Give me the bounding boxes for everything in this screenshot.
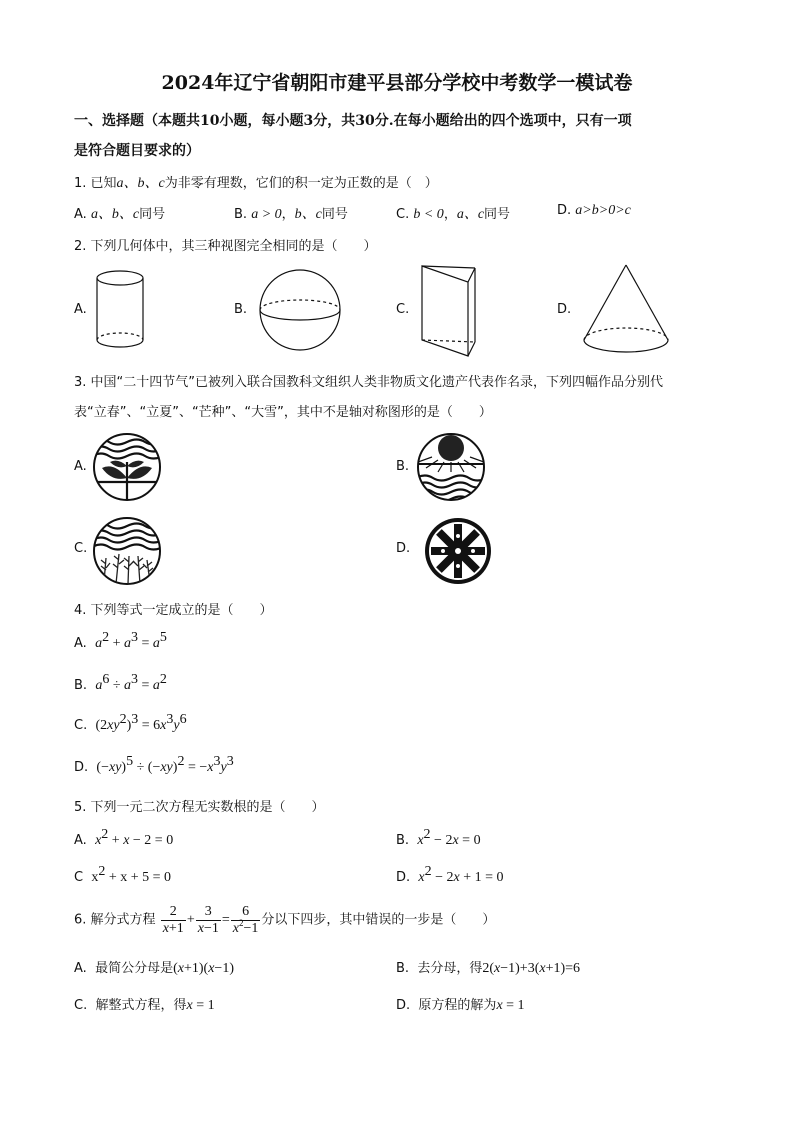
question-1-option-d[interactable]: D. a>b>0>c — [557, 203, 631, 218]
section-heading-line2: 是符合题目要求的） — [74, 143, 200, 159]
question-1-stem: 1. 已知a、b、c为非零有理数，它们的积一定为正数的是（ ） — [74, 176, 438, 191]
question-2-option-c-label[interactable]: C. — [396, 302, 410, 317]
lichun-sprout-icon — [92, 432, 162, 502]
question-4-option-a[interactable]: A. $a^2 + a^3 = a^5$ — [74, 630, 167, 651]
question-3-stem-line2: 表“立春”、“立夏”、“芒种”、“大雪”，其中不是轴对称图形的是（ ） — [74, 405, 492, 420]
question-1-option-b[interactable]: B. a > 0，b、c同号 — [234, 207, 348, 222]
question-6-option-b[interactable]: B. 去分母，得2(x−1)+3(x+1)=6 — [396, 961, 581, 976]
question-4-option-d[interactable]: D. $(-xy)^5 \div (-xy)^2 = -x^3y^3$ — [74, 754, 234, 775]
fraction-3: $\frac{6}{x^2-1}$ — [232, 904, 259, 936]
fraction-1: $\frac{2}{x+1}$ — [162, 904, 184, 936]
question-6-option-d[interactable]: D. 原方程的解为x = 1 — [396, 998, 525, 1013]
question-5-option-c[interactable]: C $x^2 + x + 5 = 0$ — [74, 864, 172, 885]
question-2-stem: 2. 下列几何体中，其三种视图完全相同的是（ ） — [74, 239, 377, 254]
sphere-icon — [252, 268, 348, 352]
cylinder-icon — [92, 268, 148, 352]
question-5-stem: 5. 下列一元二次方程无实数根的是（ ） — [74, 800, 325, 815]
daxue-snowflake-icon — [422, 516, 494, 586]
question-4-option-c[interactable]: C. $(2xy^2)^3 = 6x^3y^6$ — [74, 712, 187, 733]
question-3-option-a-label[interactable]: A. — [74, 459, 87, 474]
section-heading-line1: 一、选择题（本题共10小题，每小题3分，共30分.在每小题给出的四个选项中，只有一项 — [74, 113, 632, 129]
question-5-option-a[interactable]: A. $x^2 + x - 2 = 0$ — [74, 827, 174, 848]
fraction-2: $\frac{3}{x-1}$ — [197, 904, 219, 936]
question-4-option-b[interactable]: B. $a^6 \div a^3 = a^2$ — [74, 672, 167, 693]
question-6-option-c[interactable]: C. 解整式方程，得x = 1 — [74, 998, 215, 1013]
question-5-option-d[interactable]: D. $x^2 - 2x + 1 = 0$ — [396, 864, 504, 885]
question-2-option-d-label[interactable]: D. — [557, 302, 572, 317]
question-6-option-a[interactable]: A. 最简公分母是(x+1)(x−1) — [74, 961, 234, 976]
question-6-stem: 6. 解分式方程 $\frac{2}{x+1}$ + $\frac{3}{x-1}$ = $\frac{6}{x^2-1}$ 分以下四步，其中错误的一步是（ ） — [74, 904, 496, 936]
question-3-option-b-label[interactable]: B. — [396, 459, 410, 474]
cone-icon — [578, 262, 674, 358]
question-1-option-a[interactable]: A. a、b、c同号 — [74, 207, 166, 222]
question-2-option-b-label[interactable]: B. — [234, 302, 248, 317]
question-3-stem-line1: 3. 中国“二十四节气”已被列入联合国教科文组织人类非物质文化遗产代表作名录，下列四幅作品分别代 — [74, 375, 664, 390]
exam-title: 2024年辽宁省朝阳市建平县部分学校中考数学一模试卷 — [161, 72, 633, 94]
question-2-option-a-label[interactable]: A. — [74, 302, 87, 317]
question-5-option-b[interactable]: B. $x^2 - 2x = 0$ — [396, 827, 481, 848]
lixia-sun-icon — [416, 432, 486, 502]
question-3-option-c-label[interactable]: C. — [74, 541, 88, 556]
triangular-prism-icon — [416, 262, 480, 360]
question-1-option-c[interactable]: C. b < 0，a、c同号 — [396, 207, 511, 222]
mangzhong-grain-icon — [92, 516, 162, 586]
question-3-option-d-label[interactable]: D. — [396, 541, 411, 556]
question-4-stem: 4. 下列等式一定成立的是（ ） — [74, 603, 273, 618]
